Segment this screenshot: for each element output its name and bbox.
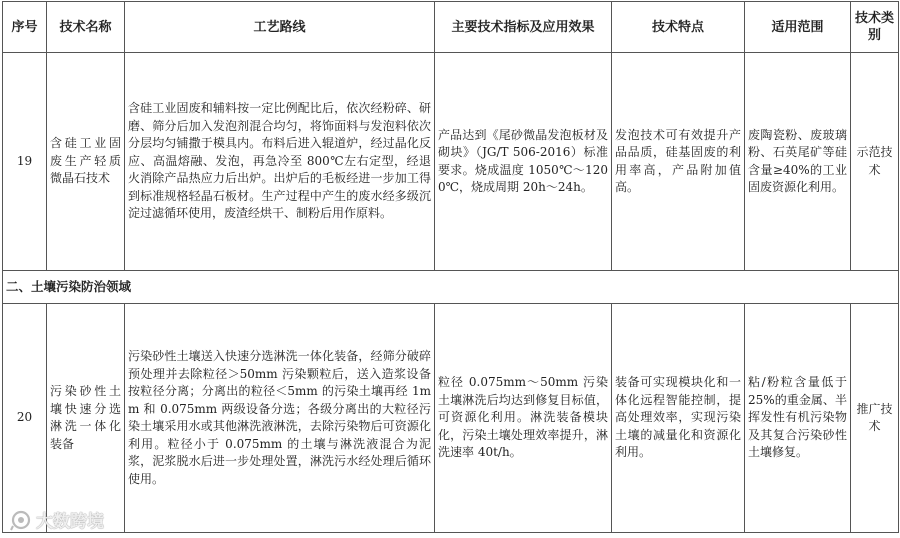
header-features: 技术特点 [612, 2, 745, 53]
row-no: 20 [3, 304, 47, 533]
row-no: 19 [3, 53, 47, 271]
table-row [3, 304, 899, 533]
table-row [3, 53, 899, 271]
header-indicators: 主要技术指标及应用效果 [435, 2, 612, 53]
row-process: 污染砂性土壤送入快速分选淋洗一体化装备，经筛分破碎预处理并去除粒径＞50mm 污染颗粒后，送入造浆设备按粒径分离；分离出的粒径＜5mm 的污染土壤再经 1mm 和 0.075mm 两级设备分选；各级分离出的大粒径污染土壤采用水或其他淋洗液淋洗，去除污染物后可资源化利用。粒径小于 0.075mm 的土壤与淋洗液混合为泥浆，泥浆脱水后进一步处理处置，淋洗污水经处理后循环使用。 [125, 304, 435, 533]
row-indicators: 粒径 0.075mm～50mm 污染土壤淋洗后均达到修复目标值，可资源化利用。淋洗装备模块化，污染土壤处理效率提升，淋洗速率 40t/h。 [435, 304, 612, 533]
row-name: 含硅工业固废生产轻质微晶石技术 [47, 53, 125, 271]
row-features: 装备可实现模块化和一体化远程智能控制，提高处理效率，实现污染土壤的减量化和资源化利用。 [612, 304, 745, 533]
header-no: 序号 [3, 2, 47, 53]
row-scope: 粘/粉粒含量低于 25%的重金属、半挥发性有机污染物及其复合污染砂性土壤修复。 [745, 304, 851, 533]
row-indicators: 产品达到《尾砂微晶发泡板材及砌块》（JG/T 506-2016）标准要求。烧成温度 1050℃～1200℃，烧成周期 20h～24h。 [435, 53, 612, 271]
row-scope: 废陶瓷粉、废玻璃粉、石英尾矿等硅含量≥40%的工业固废资源化利用。 [745, 53, 851, 271]
watermark-text: 大数跨境 [36, 512, 104, 532]
header-name: 技术名称 [47, 2, 125, 53]
row-process: 含硅工业固废和辅料按一定比例配比后，依次经粉碎、研磨、筛分后加入发泡剂混合均匀，将饰面料与发泡料依次分层均匀铺撒于模具内。布料后进入辊道炉，经过晶化反应、高温熔融、发泡，再急冷至 800℃左右定型，经退火消除产品热应力后出炉。出炉后的毛板经进一步加工得到标准规格轻晶石板材。生产过程中产生的废水经多级沉淀过滤循环使用，废渣经烘干、制粉后用作原料。 [125, 53, 435, 271]
header-row [3, 2, 899, 53]
section-title: 二、土壤污染防治领域 [3, 271, 899, 304]
technology-table [2, 1, 899, 533]
row-category: 推广技术 [851, 304, 899, 533]
row-category: 示范技术 [851, 53, 899, 271]
header-scope: 适用范围 [745, 2, 851, 53]
watermark [10, 507, 104, 532]
watermark-logo-icon [10, 509, 32, 531]
row-features: 发泡技术可有效提升产品品质，硅基固废的利用率高，产品附加值高。 [612, 53, 745, 271]
row-name: 污染砂性土壤快速分选淋洗一体化装备 [47, 304, 125, 533]
section-row [3, 271, 899, 304]
header-process: 工艺路线 [125, 2, 435, 53]
header-category: 技术类别 [851, 2, 899, 53]
